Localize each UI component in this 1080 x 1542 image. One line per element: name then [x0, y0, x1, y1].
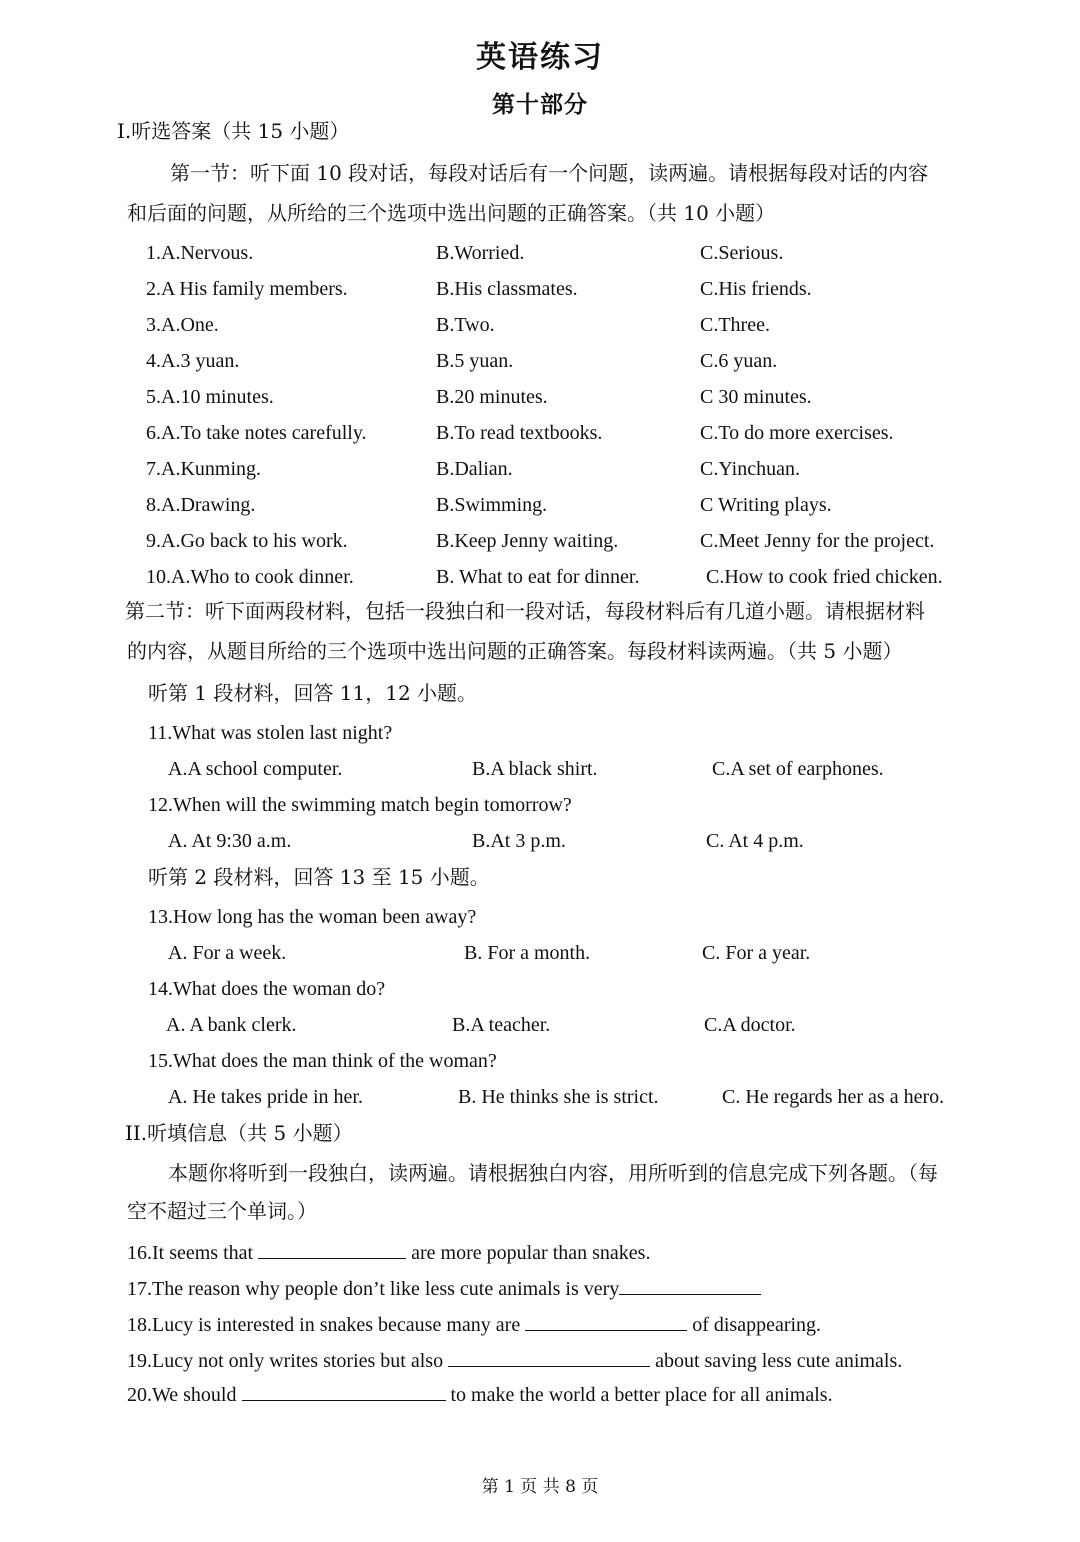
part2-heading: II.听填信息（共 5 小题）: [125, 1121, 353, 1145]
part2-instruction-line2: 空不超过三个单词。）: [127, 1199, 317, 1223]
q9-option-a: 9.A.Go back to his work.: [146, 530, 348, 552]
section2-instruction-line2: 的内容，从题目所给的三个选项中选出问题的正确答案。每段材料读两遍。（共 5 小题）: [127, 639, 903, 663]
material2-label: 听第 2 段材料，回答 13 至 15 小题。: [148, 865, 490, 889]
q19-line: [127, 1348, 902, 1374]
q4-option-b: B.5 yuan.: [436, 350, 514, 372]
q2-option-a: 2.A His family members.: [146, 278, 348, 300]
q3-option-a: 3.A.One.: [146, 314, 219, 336]
section1-instruction-line1: 第一节：听下面 10 段对话，每段对话后有一个问题，读两遍。请根据每段对话的内容: [170, 161, 929, 185]
q10-option-a: 10.A.Who to cook dinner.: [146, 566, 354, 588]
q15-option-a: A. He takes pride in her.: [168, 1086, 363, 1108]
page-subtitle: 第十部分: [492, 92, 588, 118]
q17-answer-blank[interactable]: [619, 1276, 761, 1295]
q19-prefix: 19.Lucy not only writes stories but also: [127, 1350, 444, 1372]
q3-option-b: B.Two.: [436, 314, 495, 336]
section2-instruction-line1: 第二节：听下面两段材料，包括一段独白和一段对话，每段材料后有几道小题。请根据材料: [125, 599, 925, 623]
section1-instruction-line2: 和后面的问题，从所给的三个选项中选出问题的正确答案。（共 10 小题）: [127, 201, 776, 225]
q12-option-b: B.At 3 p.m.: [472, 830, 566, 852]
page-footer: 第 1 页 共 8 页: [481, 1477, 599, 1497]
q4-option-a: 4.A.3 yuan.: [146, 350, 240, 372]
part2-instruction-line1: 本题你将听到一段独白，读两遍。请根据独白内容，用所听到的信息完成下列各题。（每: [168, 1161, 938, 1185]
q11-option-b: B.A black shirt.: [472, 758, 598, 780]
q15-text: 15.What does the man think of the woman?: [148, 1050, 497, 1072]
q8-option-b: B.Swimming.: [436, 494, 548, 516]
q19-answer-blank[interactable]: [448, 1348, 650, 1367]
q17-line: [127, 1276, 761, 1302]
q18-answer-blank[interactable]: [525, 1312, 687, 1331]
material1-label: 听第 1 段材料，回答 11，12 小题。: [148, 681, 478, 705]
q20-prefix: 20.We should: [127, 1384, 237, 1406]
q18-line: [127, 1312, 821, 1338]
q18-prefix: 18.Lucy is interested in snakes because many are: [127, 1314, 521, 1336]
q12-option-a: A. At 9:30 a.m.: [168, 830, 292, 852]
q15-option-c: C. He regards her as a hero.: [722, 1086, 945, 1108]
q6-option-c: C.To do more exercises.: [700, 422, 894, 444]
page-title: 英语练习: [476, 40, 604, 75]
q20-line: [127, 1382, 833, 1408]
q10-option-b: B. What to eat for dinner.: [436, 566, 640, 588]
q7-option-c: C.Yinchuan.: [700, 458, 800, 480]
q15-option-b: B. He thinks she is strict.: [458, 1086, 659, 1108]
q1-option-c: C.Serious.: [700, 242, 784, 264]
q14-text: 14.What does the woman do?: [148, 978, 386, 1000]
q12-text: 12.When will the swimming match begin tomorrow?: [148, 794, 572, 816]
q7-option-b: B.Dalian.: [436, 458, 513, 480]
q5-option-a: 5.A.10 minutes.: [146, 386, 274, 408]
q14-option-c: C.A doctor.: [704, 1014, 796, 1036]
q14-option-a: A. A bank clerk.: [166, 1014, 297, 1036]
q11-option-c: C.A set of earphones.: [712, 758, 884, 780]
q16-prefix: 16.It seems that: [127, 1242, 254, 1264]
q20-answer-blank[interactable]: [242, 1382, 446, 1401]
q13-option-a: A. For a week.: [168, 942, 287, 964]
q1-option-b: B.Worried.: [436, 242, 525, 264]
q8-option-c: C Writing plays.: [700, 494, 832, 516]
q9-option-b: B.Keep Jenny waiting.: [436, 530, 619, 552]
q11-option-a: A.A school computer.: [168, 758, 343, 780]
q12-option-c: C. At 4 p.m.: [706, 830, 804, 852]
q17-prefix: 17.The reason why people don’t like less cute animals is very: [127, 1278, 620, 1300]
q10-option-c: C.How to cook fried chicken.: [706, 566, 943, 588]
q8-option-a: 8.A.Drawing.: [146, 494, 256, 516]
q13-option-b: B. For a month.: [464, 942, 591, 964]
q7-option-a: 7.A.Kunming.: [146, 458, 261, 480]
q5-option-b: B.20 minutes.: [436, 386, 548, 408]
q14-option-b: B.A teacher.: [452, 1014, 551, 1036]
q2-option-b: B.His classmates.: [436, 278, 578, 300]
q2-option-c: C.His friends.: [700, 278, 812, 300]
q6-option-b: B.To read textbooks.: [436, 422, 603, 444]
q6-option-a: 6.A.To take notes carefully.: [146, 422, 367, 444]
q11-text: 11.What was stolen last night?: [148, 722, 393, 744]
q4-option-c: C.6 yuan.: [700, 350, 778, 372]
q18-suffix: of disappearing.: [692, 1314, 822, 1336]
q9-option-c: C.Meet Jenny for the project.: [700, 530, 935, 552]
q16-answer-blank[interactable]: [258, 1240, 406, 1259]
q13-text: 13.How long has the woman been away?: [148, 906, 477, 928]
q5-option-c: C 30 minutes.: [700, 386, 812, 408]
part1-heading: I.听选答案（共 15 小题）: [117, 119, 350, 143]
q20-suffix: to make the world a better place for all animals.: [450, 1384, 833, 1406]
q16-suffix: are more popular than snakes.: [411, 1242, 651, 1264]
q1-option-a: 1.A.Nervous.: [146, 242, 254, 264]
q13-option-c: C. For a year.: [702, 942, 811, 964]
q3-option-c: C.Three.: [700, 314, 770, 336]
q16-line: [127, 1240, 650, 1266]
q19-suffix: about saving less cute animals.: [655, 1350, 903, 1372]
